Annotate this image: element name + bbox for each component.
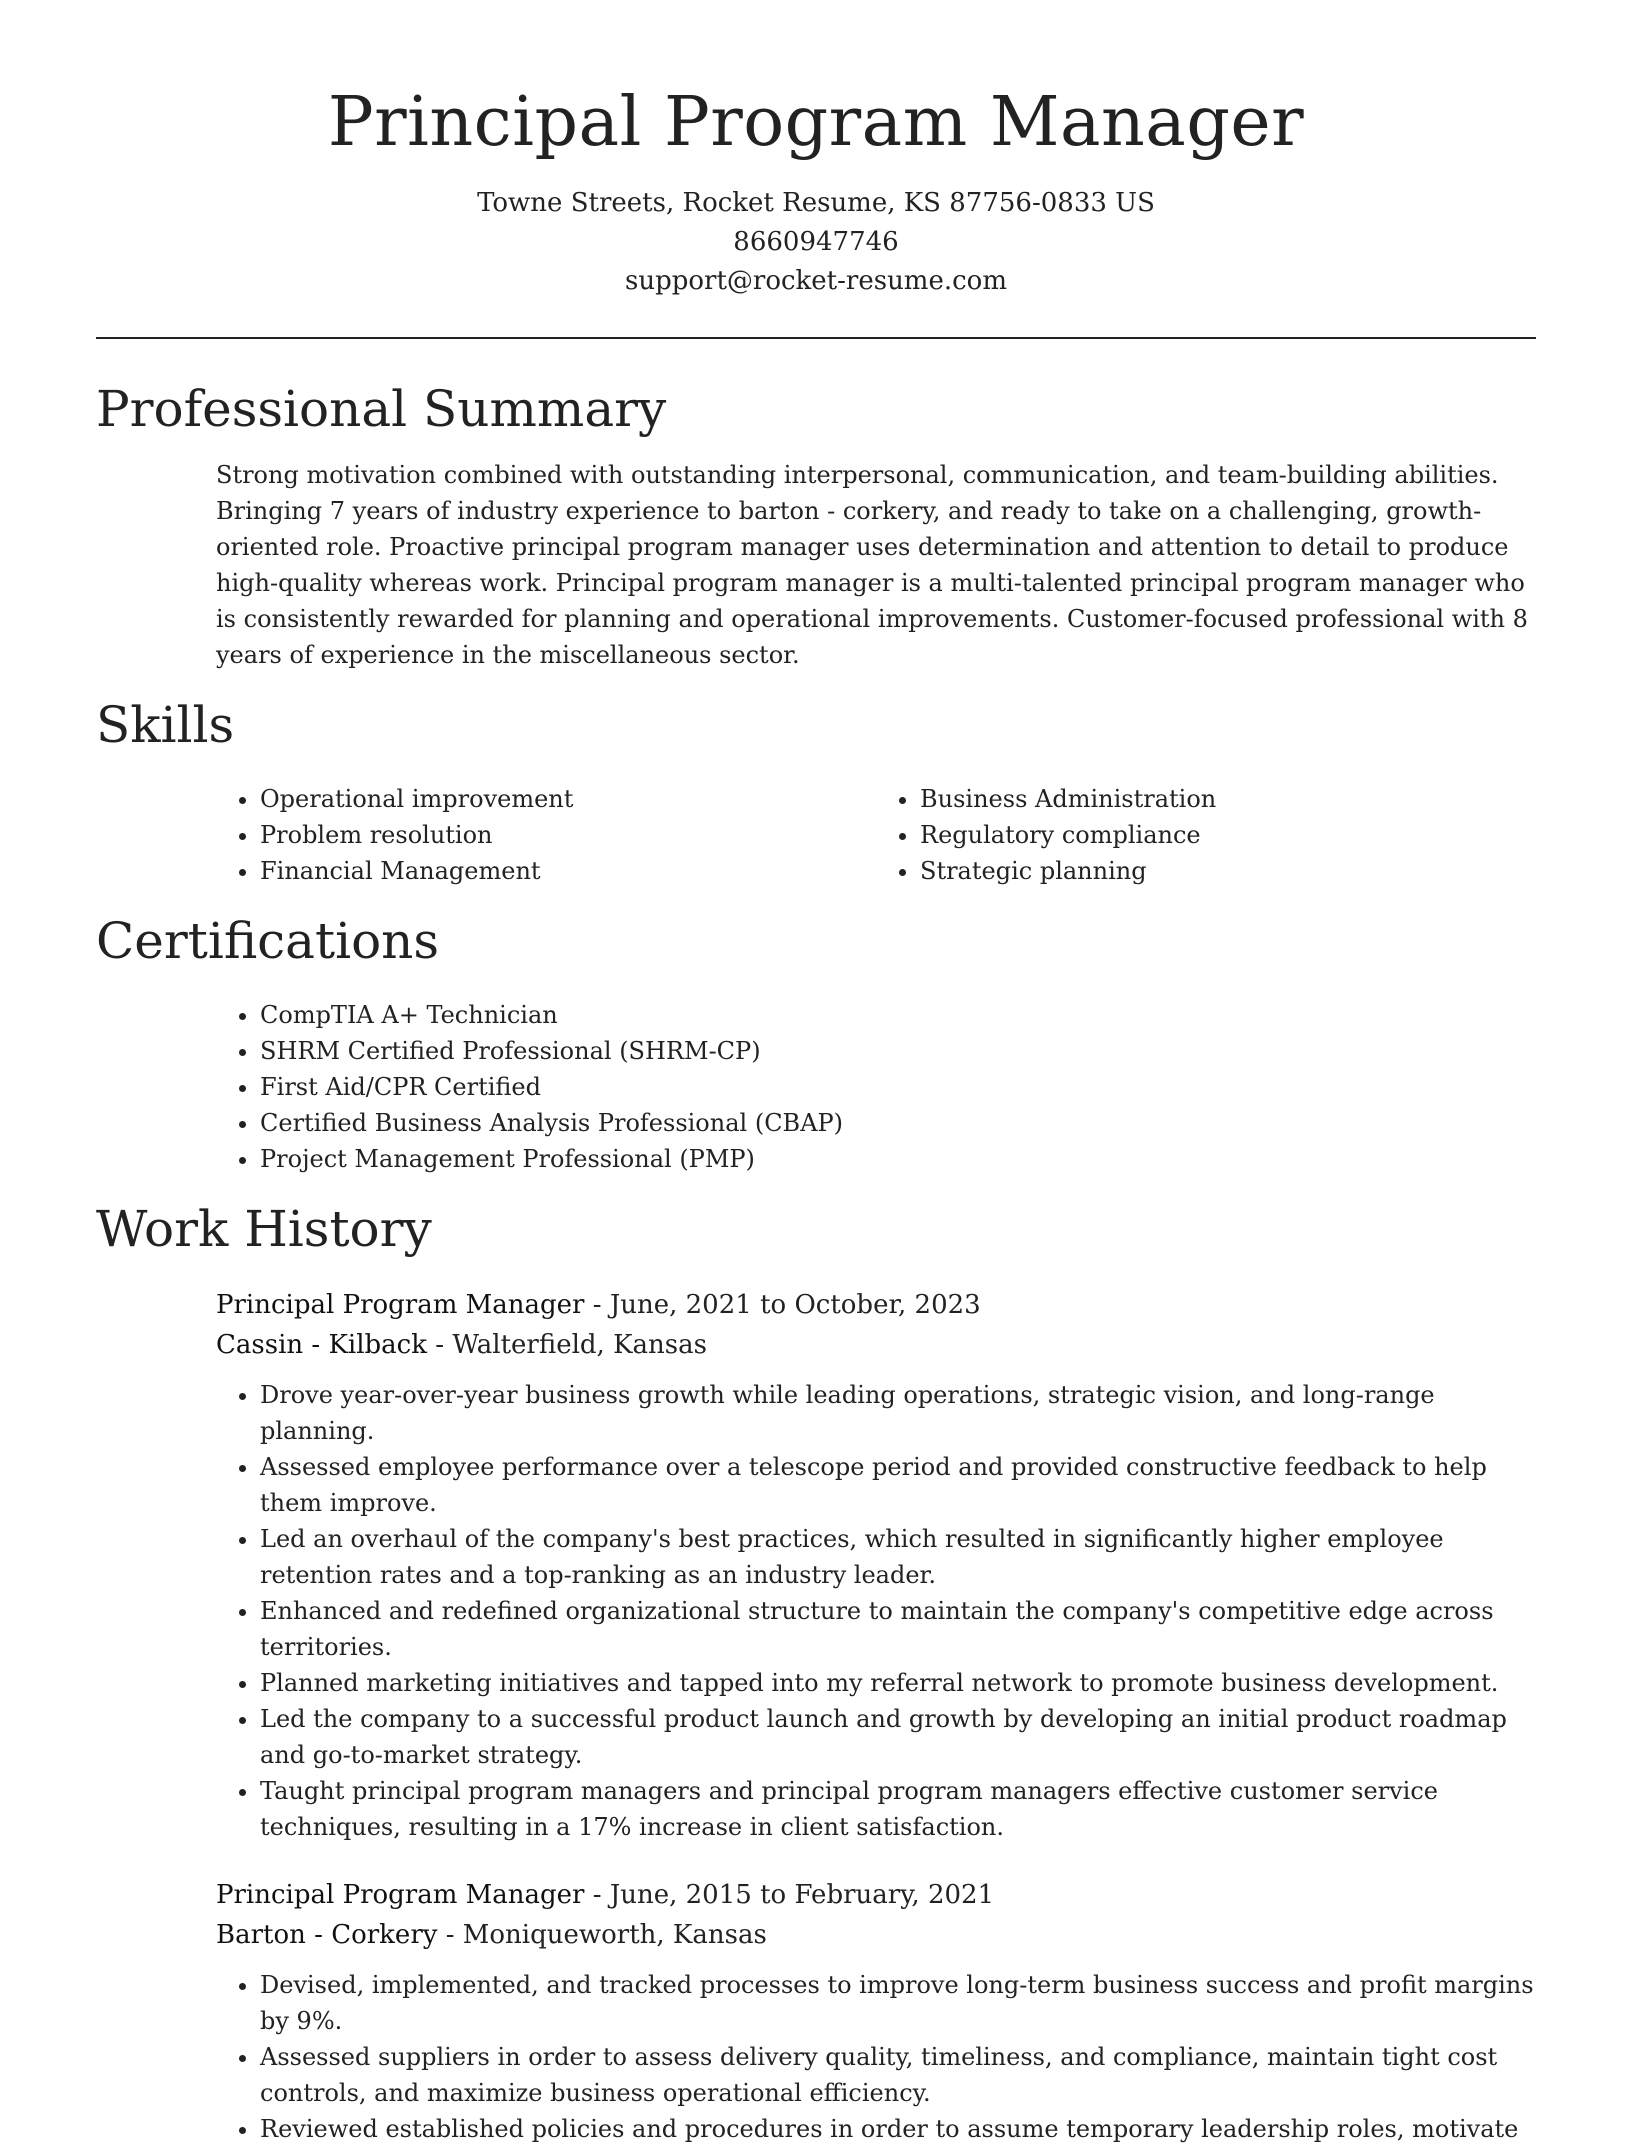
job-location: Walterfield, Kansas	[452, 1330, 707, 1361]
skills-heading: Skills	[96, 696, 235, 755]
job-bullet: • Assessed suppliers in order to assess delivery quality, timeliness, and compliance, maintain tight cost controls, and maximize business operational efficiency.	[260, 2039, 1536, 2111]
certification-item: • Certified Business Analysis Professional (CBAP)	[260, 1105, 1536, 1141]
skills-grid	[216, 781, 1536, 889]
skills-right-column	[876, 781, 1536, 889]
skill-item: • Business Administration	[920, 781, 1536, 817]
job-separator: -	[592, 1290, 610, 1321]
job-bullet: • Planned marketing initiatives and tapped into my referral network to promote business development.	[260, 1665, 1536, 1701]
job-dates: June, 2021 to October, 2023	[609, 1290, 981, 1321]
job-entry	[216, 1285, 1536, 1845]
job-bullet: • Assessed employee performance over a telescope period and provided constructive feedback to help them improve.	[260, 1449, 1536, 1521]
skills-left-column	[216, 781, 876, 889]
job-bullet: • Enhanced and redefined organizational structure to maintain the company's competitive edge across territories.	[260, 1593, 1536, 1665]
certification-item: • SHRM Certified Professional (SHRM-CP)	[260, 1033, 1536, 1069]
certification-item: • First Aid/CPR Certified	[260, 1069, 1536, 1105]
certifications-heading: Certifications	[96, 912, 440, 971]
skill-item: • Financial Management	[260, 853, 876, 889]
certifications-list	[216, 997, 1536, 1177]
work-history-section	[96, 1199, 1536, 2147]
job-bullet: • Led an overhaul of the company's best practices, which resulted in significantly higher employee retention rates and a top-ranking as an industry leader.	[260, 1521, 1536, 1593]
job-bullet: • Led the company to a successful product launch and growth by developing an initial product roadmap and go-to-market strategy.	[260, 1701, 1536, 1773]
job-role: Principal Program Manager	[216, 1290, 585, 1321]
skill-item: • Regulatory compliance	[920, 817, 1536, 853]
summary-heading: Professional Summary	[96, 380, 667, 439]
job-bullets	[216, 1967, 1536, 2147]
job-company-line	[216, 1325, 1536, 1365]
job-bullet: • Devised, implemented, and tracked processes to improve long-term business success and profit margins by 9%.	[260, 1967, 1536, 2039]
job-role: Principal Program Manager	[216, 1880, 585, 1911]
skills-section	[96, 695, 1536, 889]
job-title-line	[216, 1285, 1536, 1325]
candidate-name: Principal Program Manager	[327, 83, 1305, 162]
job-bullet: • Reviewed established policies and procedures in order to assume temporary leadership roles, motivate	[260, 2111, 1536, 2147]
job-separator: -	[592, 1880, 610, 1911]
resume-header	[96, 0, 1536, 301]
job-entry	[216, 1875, 1536, 2147]
job-company-line	[216, 1915, 1536, 1955]
summary-section	[96, 379, 1536, 673]
job-company: Barton - Corkery	[216, 1920, 438, 1951]
header-divider	[96, 337, 1536, 339]
contact-phone: 8660947746	[733, 227, 899, 258]
job-location: Moniqueworth, Kansas	[462, 1920, 767, 1951]
job-bullets	[216, 1377, 1536, 1845]
job-company: Cassin - Kilback	[216, 1330, 427, 1361]
skill-item: • Problem resolution	[260, 817, 876, 853]
contact-address: Towne Streets, Rocket Resume, KS 87756-0833 US	[477, 188, 1155, 219]
certification-item: • Project Management Professional (PMP)	[260, 1141, 1536, 1177]
job-bullet: • Drove year-over-year business growth while leading operations, strategic vision, and long-range planning.	[260, 1377, 1536, 1449]
certifications-section	[96, 911, 1536, 1177]
contact-email: support@rocket-resume.com	[624, 266, 1007, 297]
job-separator: -	[445, 1920, 463, 1951]
skill-item: • Operational improvement	[260, 781, 876, 817]
job-title-line	[216, 1875, 1536, 1915]
summary-text: Strong motivation combined with outstanding interpersonal, communication, and team-building abilities. Bringing 7 years of industry experience to barton - corkery, and ready to take on a challenging, growth-oriented role. Proactive principal program manager uses determination and attention to detail to produce high-quality whereas work. Principal program manager is a multi-talented principal program manager who is consistently rewarded for planning and operational improvements. Customer-focused professional with 8 years of experience in the miscellaneous sector.	[216, 461, 1528, 670]
job-dates: June, 2015 to February, 2021	[609, 1880, 995, 1911]
skill-item: • Strategic planning	[920, 853, 1536, 889]
work-history-heading: Work History	[96, 1200, 432, 1259]
job-separator: -	[435, 1330, 453, 1361]
job-bullet: • Taught principal program managers and principal program managers effective customer service techniques, resulting in a 17% increase in client satisfaction.	[260, 1773, 1536, 1845]
certification-item: • CompTIA A+ Technician	[260, 997, 1536, 1033]
